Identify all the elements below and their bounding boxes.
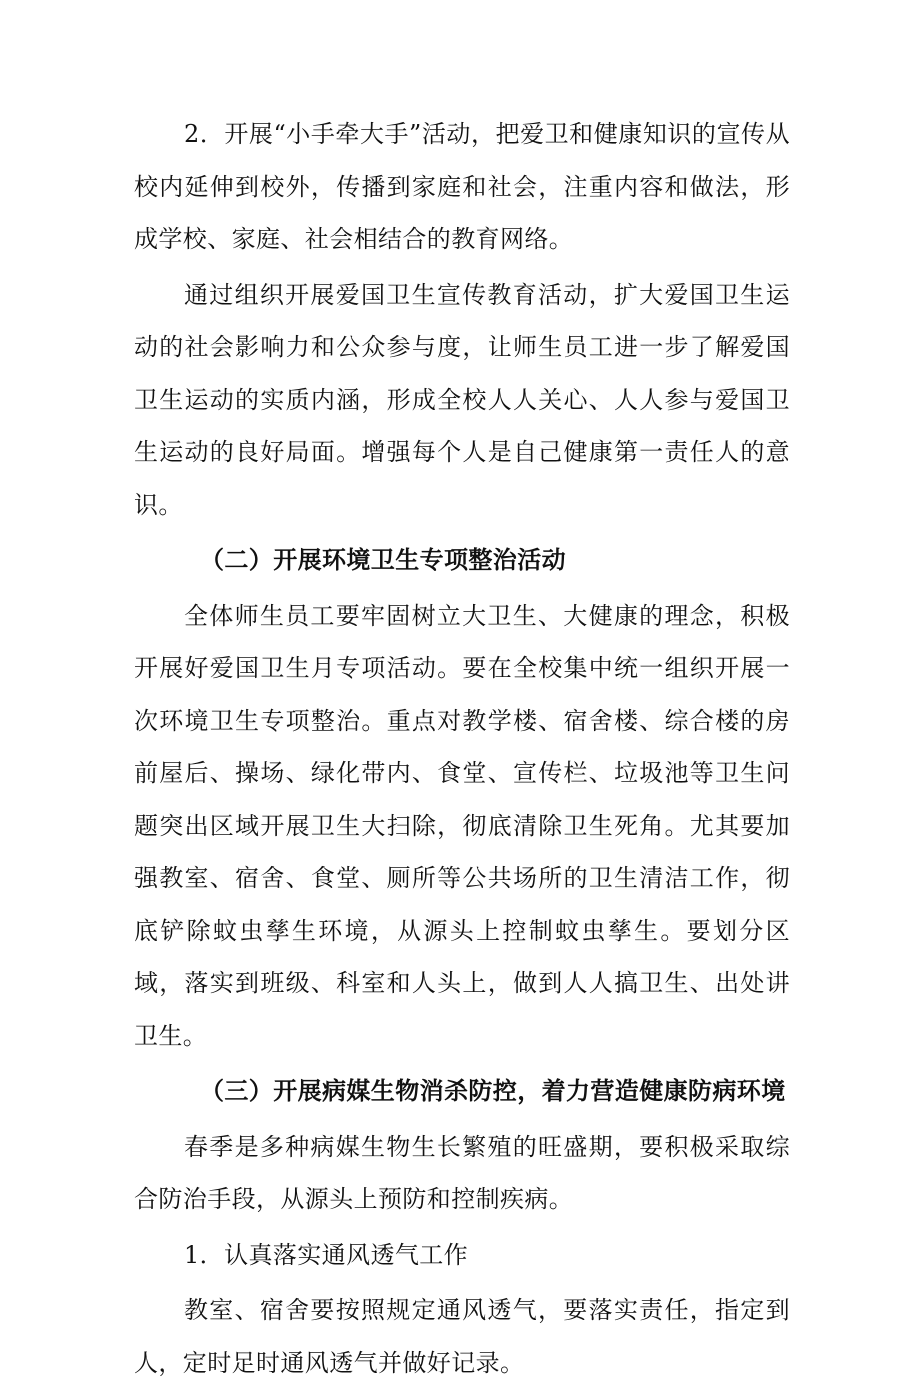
paragraph-ventilation: 教室、宿舍要按照规定通风透气，要落实责任，指定到人，定时足时通风透气并做好记录。 — [134, 1296, 790, 1377]
paragraph-campaign-purpose: 通过组织开展爱国卫生宣传教育活动，扩大爱国卫生运动的社会影响力和公众参与度，让师生员工进一步了解爱国卫生运动的实质内涵，形成全校人人关心、人人参与爱国卫生运动的良好局面。增强每个人是自己健康第一责任人的意识。 — [134, 280, 790, 519]
document-body — [134, 108, 790, 1389]
subheading-ventilation: 1．认真落实通风透气工作 — [184, 1240, 469, 1269]
paragraph-spring-vectors: 春季是多种病媒生物生长繁殖的旺盛期，要积极采取综合防治手段，从源头上预防和控制疾病。 — [134, 1132, 790, 1213]
section-heading-environment: （二）开展环境卫生专项整治活动 — [200, 545, 566, 574]
paragraph-environment-cleanup: 全体师生员工要牢固树立大卫生、大健康的理念，积极开展好爱国卫生月专项活动。要在全校集中统一组织开展一次环境卫生专项整治。重点对教学楼、宿舍楼、综合楼的房前屋后、操场、绿化带内、食堂、宣传栏、垃圾池等卫生问题突出区域开展卫生大扫除，彻底清除卫生死角。尤其要加强教室、宿舍、食堂、厕所等公共场所的卫生清洁工作，彻底铲除蚊虫孳生环境，从源头上控制蚊虫孳生。要划分区域，落实到班级、科室和人头上，做到人人搞卫生、出处讲卫生。 — [134, 601, 790, 1050]
section-heading-vector-control: （三）开展病媒生物消杀防控，着力营造健康防病环境 — [200, 1076, 786, 1105]
paragraph-little-hands-activity: 2．开展“小手牵大手”活动，把爱卫和健康知识的宣传从校内延伸到校外，传播到家庭和社会，注重内容和做法，形成学校、家庭、社会相结合的教育网络。 — [134, 120, 790, 253]
